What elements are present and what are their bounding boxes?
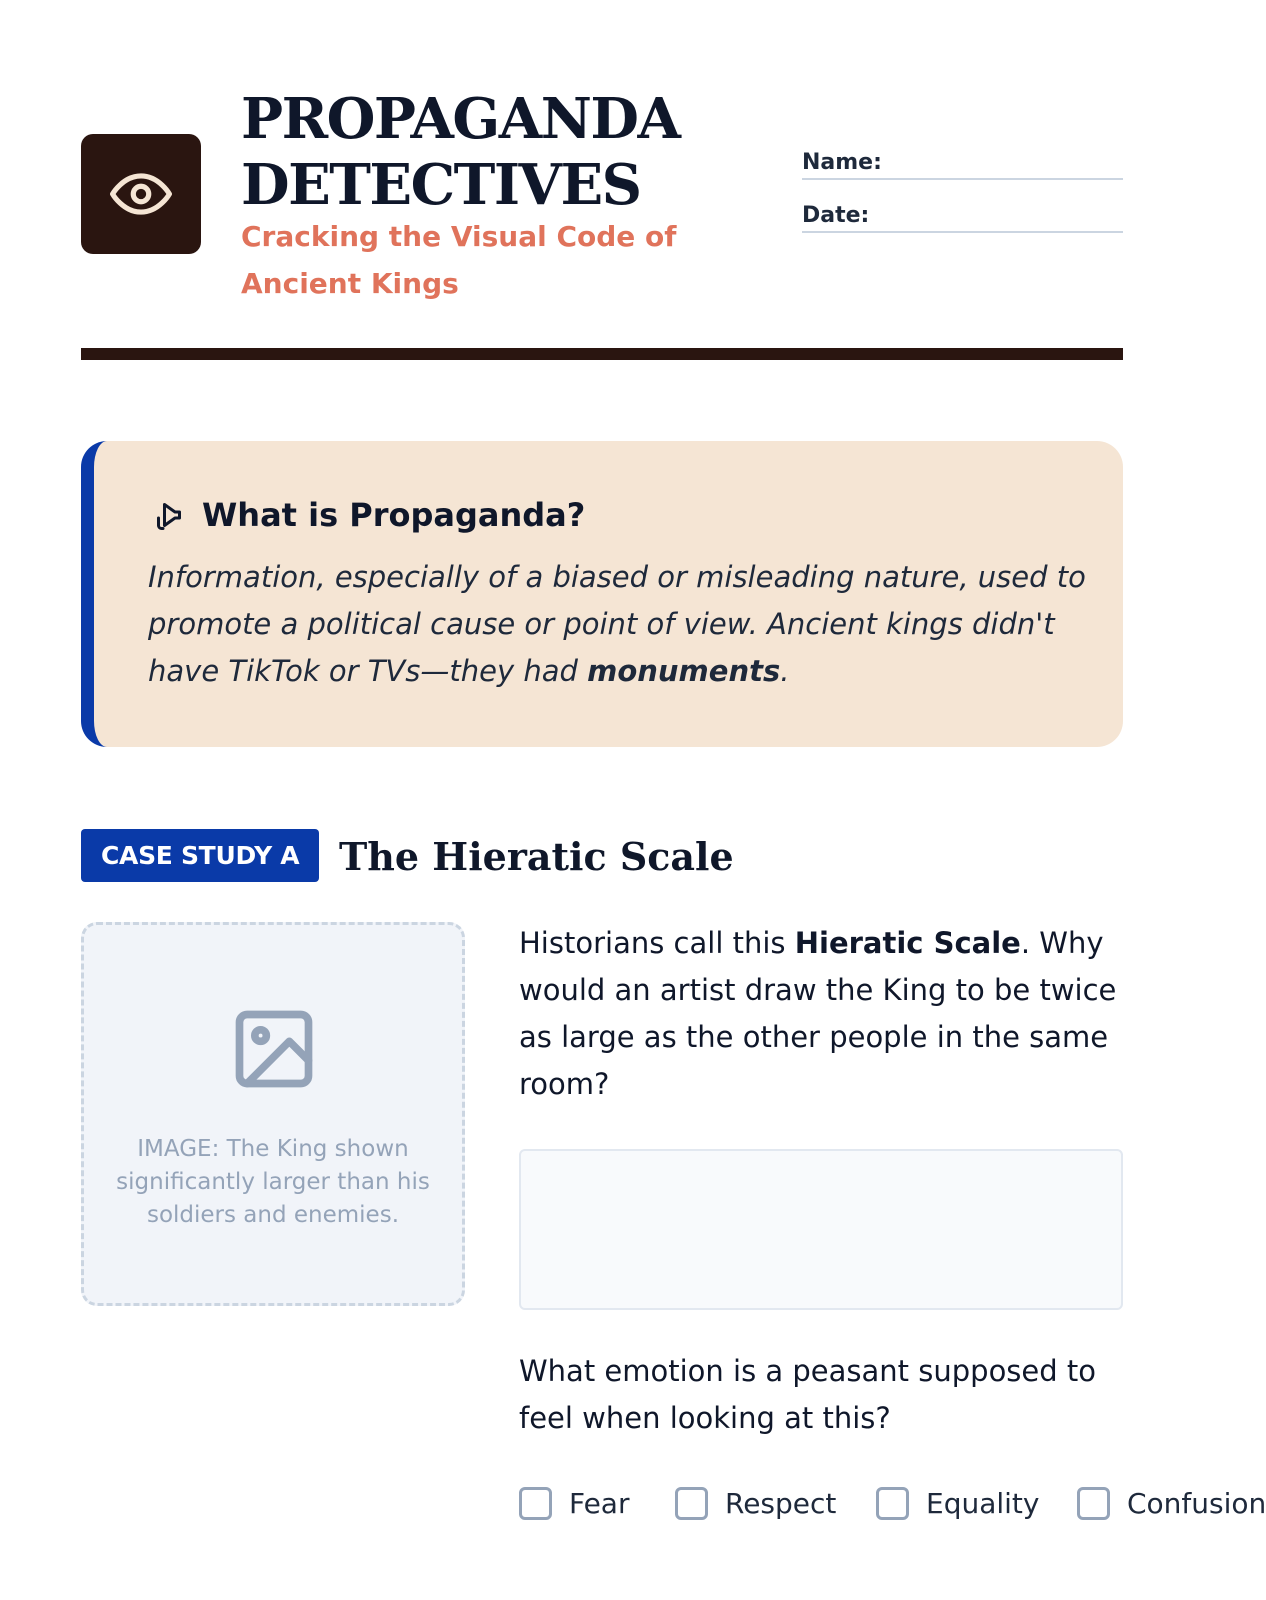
option-fear[interactable] (519, 1483, 629, 1523)
checkbox[interactable] (1077, 1487, 1110, 1520)
eye-icon (110, 163, 172, 225)
definition-heading (148, 496, 585, 534)
option-equality[interactable] (876, 1483, 1039, 1523)
question-1-pre: Historians call this (519, 926, 795, 960)
question-1-bold: Hieratic Scale (794, 926, 1021, 960)
checkbox[interactable] (675, 1487, 708, 1520)
definition-text-main: Information, especially of a biased or misleading nature, used to promote a political cause or point of view. Ancient kings didn't have TikTok or TVs—they had (148, 560, 1086, 688)
definition-text (148, 554, 1088, 695)
question-1-post: . Why would an artist draw the King to be twice as large as the other people in the same room? (519, 926, 1117, 1101)
option-label: Fear (569, 1486, 630, 1520)
option-confusion[interactable] (1077, 1483, 1266, 1523)
question-1 (519, 920, 1119, 1108)
name-label: Name: (802, 150, 882, 175)
definition-text-end: . (780, 654, 790, 688)
image-placeholder (81, 922, 465, 1306)
case-study-title: The Hieratic Scale (339, 834, 734, 879)
page-title (241, 86, 761, 218)
megaphone-icon (148, 497, 184, 533)
image-caption: IMAGE: The King shown significantly larger than his soldiers and enemies. (116, 1136, 430, 1228)
definition-title: What is Propaganda? (202, 496, 586, 534)
image-icon (228, 1003, 320, 1095)
definition-text-bold: monuments (587, 654, 781, 688)
option-label: Equality (926, 1486, 1040, 1520)
option-respect[interactable] (675, 1483, 836, 1523)
logo (81, 134, 201, 254)
title-line-2: DETECTIVES (241, 152, 641, 218)
checkbox[interactable] (519, 1487, 552, 1520)
case-study-badge: CASE STUDY A (81, 829, 319, 882)
date-field[interactable] (802, 203, 1123, 233)
header-divider (81, 348, 1123, 360)
question-2: What emotion is a peasant supposed to feel when looking at this? (519, 1354, 1096, 1435)
option-label: Respect (725, 1486, 837, 1520)
title-line-1: PROPAGANDA (241, 86, 680, 152)
page-subtitle: Cracking the Visual Code of Ancient Kings (241, 220, 677, 300)
option-label: Confusion (1127, 1486, 1266, 1520)
answer-box[interactable] (519, 1149, 1123, 1310)
name-field[interactable] (802, 150, 1123, 180)
date-label: Date: (802, 203, 870, 228)
checkbox[interactable] (876, 1487, 909, 1520)
